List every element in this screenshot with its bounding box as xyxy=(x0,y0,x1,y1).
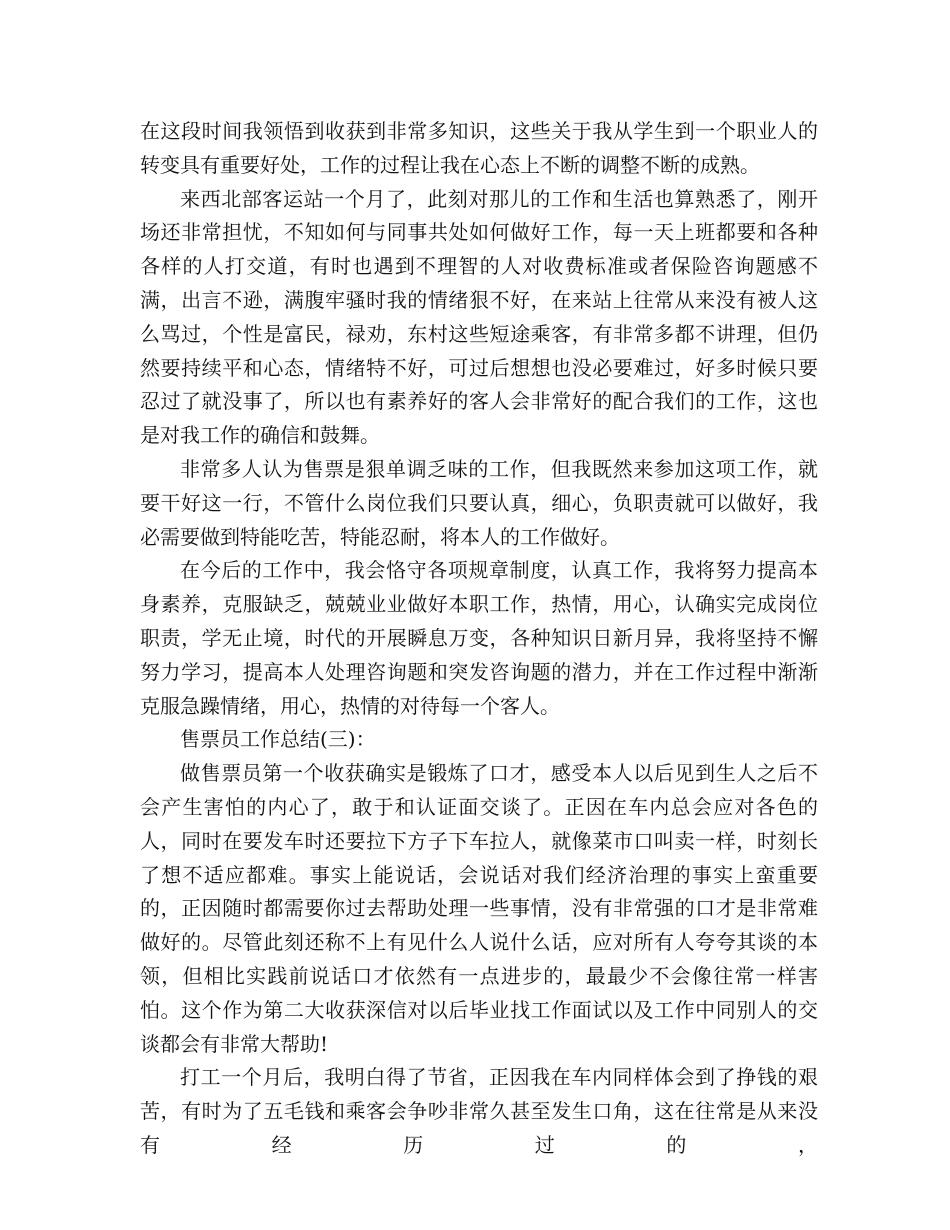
paragraph-4: 在今后的工作中，我会恪守各项规章制度，认真工作，我将努力提高本身素养，克服缺乏，兢兢业业做好本职工作，热情，用心，认确实完成岗位职责，学无止境，时代的开展瞬息万变，各种知识日新月异，我将坚持不懈努力学习，提高本人处理咨询题和突发咨询题的潜力，并在工作过程中渐渐克服急躁情绪，用心，热情的对待每一个客人。 xyxy=(140,558,818,718)
document-body xyxy=(140,115,818,1163)
paragraph-3: 非常多人认为售票是狠单调乏味的工作，但我既然来参加这项工作，就要干好这一行，不管什么岗位我们只要认真，细心，负职责就可以做好，我必需要做到特能吃苦，特能忍耐，将本人的工作做好。 xyxy=(140,456,818,549)
section-heading: 售票员工作总结(三)： xyxy=(180,727,376,752)
paragraph-5: 做售票员第一个收获确实是锻炼了口才，感受本人以后见到生人之后不会产生害怕的内心了，敢于和认证面交谈了。正因在车内总会应对各色的人，同时在要发车时还要拉下方子下车拉人，就像菜市口叫卖一样，时刻长了想不适应都难。事实上能说话，会说话对我们经济治理的事实上蛮重要的，正因随时都需要你过去帮助处理一些事情，没有非常强的口才是非常难做好的。尽管此刻还称不上有见什么人说什么话，应对所有人夸夸其谈的本领，但相比实践前说话口才依然有一点进步的，最最少不会像往常一样害怕。这个作为第二大收获深信对以后毕业找工作面试以及工作中同别人的交谈都会有非常大帮助! xyxy=(140,761,818,1056)
paragraph-2: 来西北部客运站一个月了，此刻对那儿的工作和生活也算熟悉了，刚开场还非常担忧，不知如何与同事共处如何做好工作，每一天上班都要和各种各样的人打交道，有时也遇到不理智的人对收费标准或者保险咨询题感不满，出言不逊，满腹牢骚时我的情绪狠不好，在来站上往常从来没有被人这么骂过，个性是富民，禄劝，东村这些短途乘客，有非常多都不讲理，但仍然要持续平和心态，情绪特不好，可过后想想也没必要难过，好多时候只要忍过了就没事了，所以也有素养好的客人会非常好的配合我们的工作，这也是对我工作的确信和鼓舞。 xyxy=(140,186,818,448)
paragraph-1: 在这段时间我领悟到收获到非常多知识，这些关于我从学生到一个职业人的转变具有重要好处，工作的过程让我在心态上不断的调整不断的成熟。 xyxy=(140,119,818,177)
paragraph-6: 打工一个月后，我明白得了节省，正因我在车内同样体会到了挣钱的艰苦，有时为了五毛钱和乘客会争吵非常久甚至发生口角，这在往常是从来没有经历过的， xyxy=(140,1065,818,1157)
